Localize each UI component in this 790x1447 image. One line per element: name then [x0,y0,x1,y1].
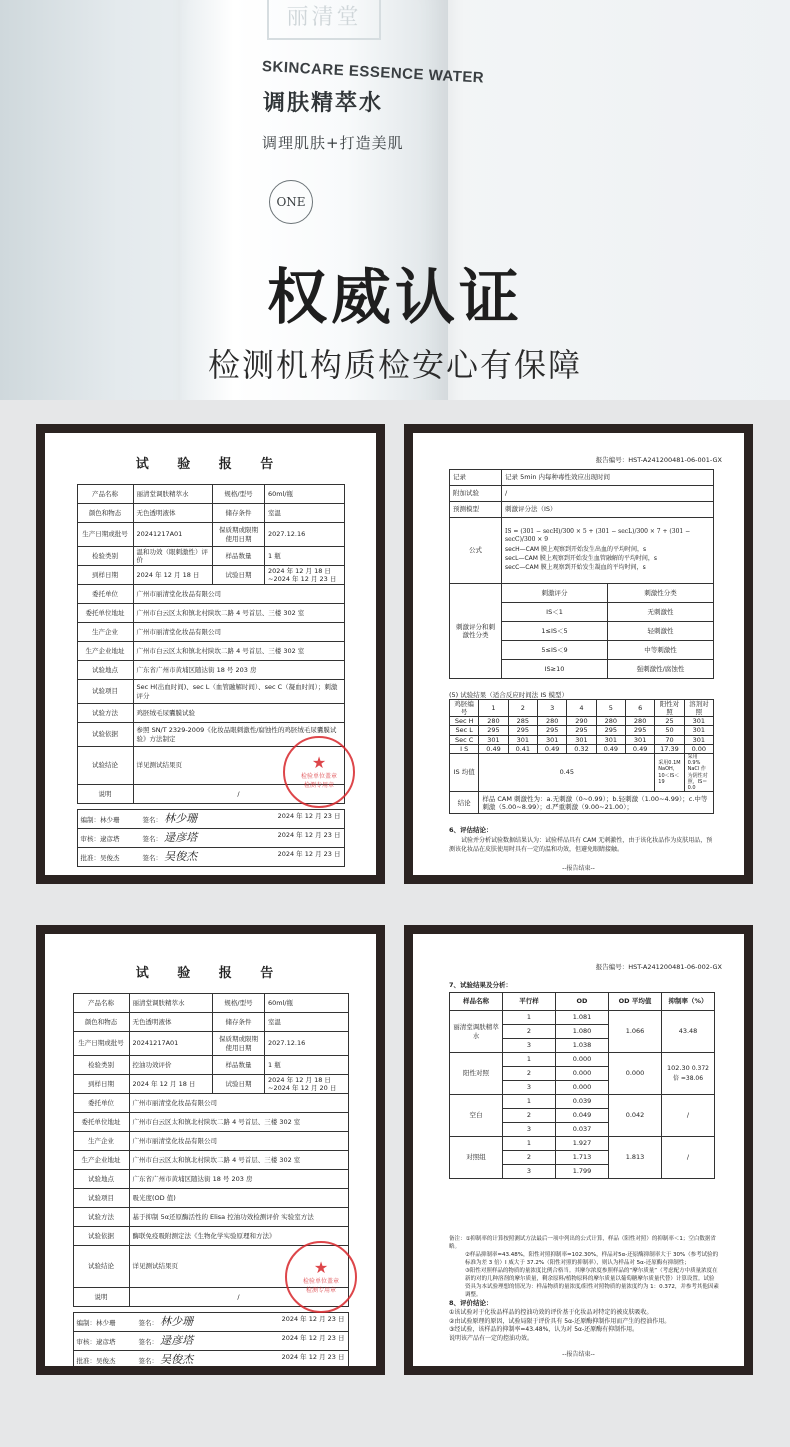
signature: 吴俊杰 [160,1353,194,1366]
report-form-table: 产品名称 丽清堂调肤精萃水 规格/型号 60ml/瓶 颜色和物态 无色透明液体 储存条件 室温 生产日期或批号 20241217A01 保质期或限期使用日期 2027.12.16 检验类别 控油功效评价 样品数量 1 瓶 到样日期 2024 年 12 月 18 日 试验日期 2024 年 12 月 18 日 ~2024 年 12 月 20 日 委托单位 广州市丽清堂化妆品有限公司 委托单位地址 广州市白云区太和镇北村陕坎二路 4 号首层、三楼 302 室 生产企业 广州市丽清堂化妆品有限公司 生产企业地址 广州市白云区太和镇北村陕坎二路 4 号首层、三楼 302 室 试验地点 广东省广州市黄埔区随达街 18 号 203 房 试验项目 吸光度(OD 值) 试验方法 基于抑制 5α还原酶活性的 Elisa 控油功效检测评价 实验室方法 试验依据 酶联免疫吸附测定法《生物化学实验原理和方法》 试验结论 详见测试结果页 说明 / 编制：林少珊 签名： 林少珊 2024 年 12 月 23 日 审核：逮彦塔 签名： 逯彦塔 2024 年 12 月 23 日 批准：吴俊杰 签名： 吴俊杰 2024 年 12 月 23 日 [73,993,349,1366]
method-table: 记录 记录 5min 内每种毒性效应出现时间 附加试验 / 预测模型 刺激评分法（IS） 公式 IS = (301 − secH)/300 × 5 + (301 − secL)/300 × 7 + (301 − secC)/300 × 9 secH—CAM 膜上观察到开始发生出血的平均时间，s secL—CAM 膜上观察到开始发生血管融解的平均时间，s secC—CAM 膜上观察到开始发生凝血的平均时间，s 刺激评分和刺激性分类 刺激评分 刺激性分类 IS＜1 无刺激性 1≤IS＜5 轻刺激性 5≤IS＜9 中等刺激性 IS≥10 强刺激性/腐蚀性 [449,469,714,679]
one-badge: ONE [269,180,313,224]
results-title: (5) 试验结果（适合反应时间法 IS 模型） [449,691,568,699]
report-form-table: 产品名称 丽清堂调肤精萃水 规格/型号 60ml/瓶 颜色和物态 无色透明液体 储存条件 室温 生产日期或批号 20241217A01 保质期或限期使用日期 2027.12.16 检验类别 温和功效（眼刺激性）评价 样品数量 1 瓶 到样日期 2024 年 12 月 18 日 试验日期 2024 年 12 月 18 日 ~2024 年 12 月 23 日 委托单位 广州市丽清堂化妆品有限公司 委托单位地址 广州市白云区太和镇北村陕坎二路 4 号首层、三楼 302 室 生产企业 广州市丽清堂化妆品有限公司 生产企业地址 广州市白云区太和镇北村陕坎二路 4 号首层、三楼 302 室 试验地点 广东省广州市黄埔区随达街 18 号 203 房 试验项目 Sec H(出血时间)、sec L（血管融解时间）、sec C（凝血时间）；刺激评分 试验方法 鸡胚绒毛尿囊膜试验 试验依据 参照 SN/T 2329-2009《化妆品眼刺激性/腐蚀性的鸡胚绒毛尿囊膜试验》方法制定 试验结论 详见测试结果页 说明 / 编制：林少珊 签名： 林少珊 2024 年 12 月 23 日 审核：逮彦塔 签名： 逯彦塔 2024 年 12 月 23 日 批准：吴俊杰 签名： 吴俊杰 2024 年 12 月 23 日 [77,484,345,867]
signature: 逯彦塔 [160,1334,194,1348]
report-number: 报告编号：HST-A241200481-06-002-GX [595,963,722,971]
report-frame-2 [404,424,753,884]
report-page-2 [413,433,744,875]
report-page-4 [413,934,744,1366]
report-frame-4 [404,925,753,1375]
product-subtitle-en: SKINCARE ESSENCE WATER [261,58,485,87]
report-title: 试 验 报 告 [135,966,286,981]
signature: 林少珊 [160,1315,194,1329]
signature: 林少珊 [164,812,198,826]
report-end: --报告结束-- [562,1351,595,1358]
report-page-3 [45,934,376,1366]
eval-title: 8、评价结论： [449,1299,493,1307]
is-formula: IS = (301 − secH)/300 × 5 + (301 − secL)/300 × 7 + (301 − secC)/300 × 9 [505,528,691,543]
brand-emboss: 丽清堂 [267,0,381,40]
report-number: 报告编号：HST-A241200481-06-001-GX [595,456,722,464]
report-title: 试 验 报 告 [135,457,286,472]
eval-title: 6、评估结论： [449,826,493,834]
report-end: --报告结束-- [562,865,595,872]
results-table: 鸡胚编号 1 2 3 4 5 6 阳性对照 溶剂对照 Sec H 280 285 280 290 280 280 25 301 Sec L 295 295 295 295 295 295 50 301 Sec C 301 301 301 301 301 301 70 301 I S 0.49 0.41 0.49 0.32 0.49 0.49 17.39 0.00 IS 均值 0.45 采用0.1M NaOH，10＜IS＜19 采用 0.9% NaCl 作为阴性对照，IS＝ 0.0 结论 样品 CAM 刺激性为：a.无刺激（0~0.99）；b.轻刺激（1.00~4.99）；c.中等刺激（5.00~8.99）；d.严重刺激（9.00~21.00）； [449,699,714,814]
product-tagline: 调理肌肤+打造美肌 [262,134,404,152]
official-seal: ★ 检验单位盖章 检测专用章 [285,1241,357,1313]
report-frame-3 [36,925,385,1375]
report-frame-1 [36,424,385,884]
eval-text: 试验并分析试验数据结果认为：试验样品具有 CAM 无刺激性，由于该化妆品作为皮肤用品，预测该化妆品在皮肤使用时具有一定的温和功效，但避免眼睛接触。 [449,837,713,853]
eval-list: ①该试验对于化妆品样品的控油功效的评价基于化妆品对特定的被皮肤吸收。 ②由试验原理的原因，试验局限于评价具有 5α-还原酶抑制作用而产生的控油作用。 ③经试验，该样品的抑制率=43.48%，认为对 5α-还原酶有抑制作用。 说明该产品有一定的控油功效。 [449,1309,671,1343]
signature: 吴俊杰 [164,850,198,864]
signature: 逯彦塔 [164,831,198,845]
official-seal: ★ 检验单位盖章 检测专用章 [283,736,355,808]
page-subtitle: 检测机构质检安心有保障 [207,346,582,384]
report-page-1 [45,433,376,875]
results-section-title: 7、试验结果及分析： [449,981,513,989]
hero-banner [0,0,790,400]
page-title: 权威认证 [267,263,523,333]
notes: 备注：①抑制率的计算按照测试方法最后一项中列出的公式计算，样品（阳性对照）的抑制率＜1；空白数据省略。 ②样品抑制率=43.48%，阳性对照抑制率=102.30%，样品对5α-还原酶抑制率大于 30%（参考试验的标准为差 3 倍）Ⅰ 威大于 37.2%（阳性对照的抑制率），则认为样品对 5α-还原酶有抑制性； ③阳性对照样品的物质的量浓度比例合格当。其摩尔浓度参照样品的“摩尔质量”（考虑配方中质量浓度在新的对的几种溶剂的摩尔质量，剩余原料/植物原料的摩尔质量以葡萄糖摩尔质量代替）计算设置。试验资具为本试验理想的情况为：样品物质的量浓度/阳性对照物质的量浓度约为 1：0.372，并参考其他因素调整。 [449,1236,719,1298]
od-results-table: 样品名称 平行样 OD OD 平均值 抑制率（%） 丽清堂调肤精萃水 1 1.081 1.066 43.48 2 1.080 3 1.038 阳性对照 1 0.000 0.000 102.30 0.372 倍 =38.06 2 0.000 3 0.000 空白 1 0.039 0.042 / 2 0.049 3 0.037 对照组 1 1.927 1.813 / 2 1.713 3 1.799 [449,992,715,1179]
product-subtitle-cn: 调肤精萃水 [263,91,384,116]
